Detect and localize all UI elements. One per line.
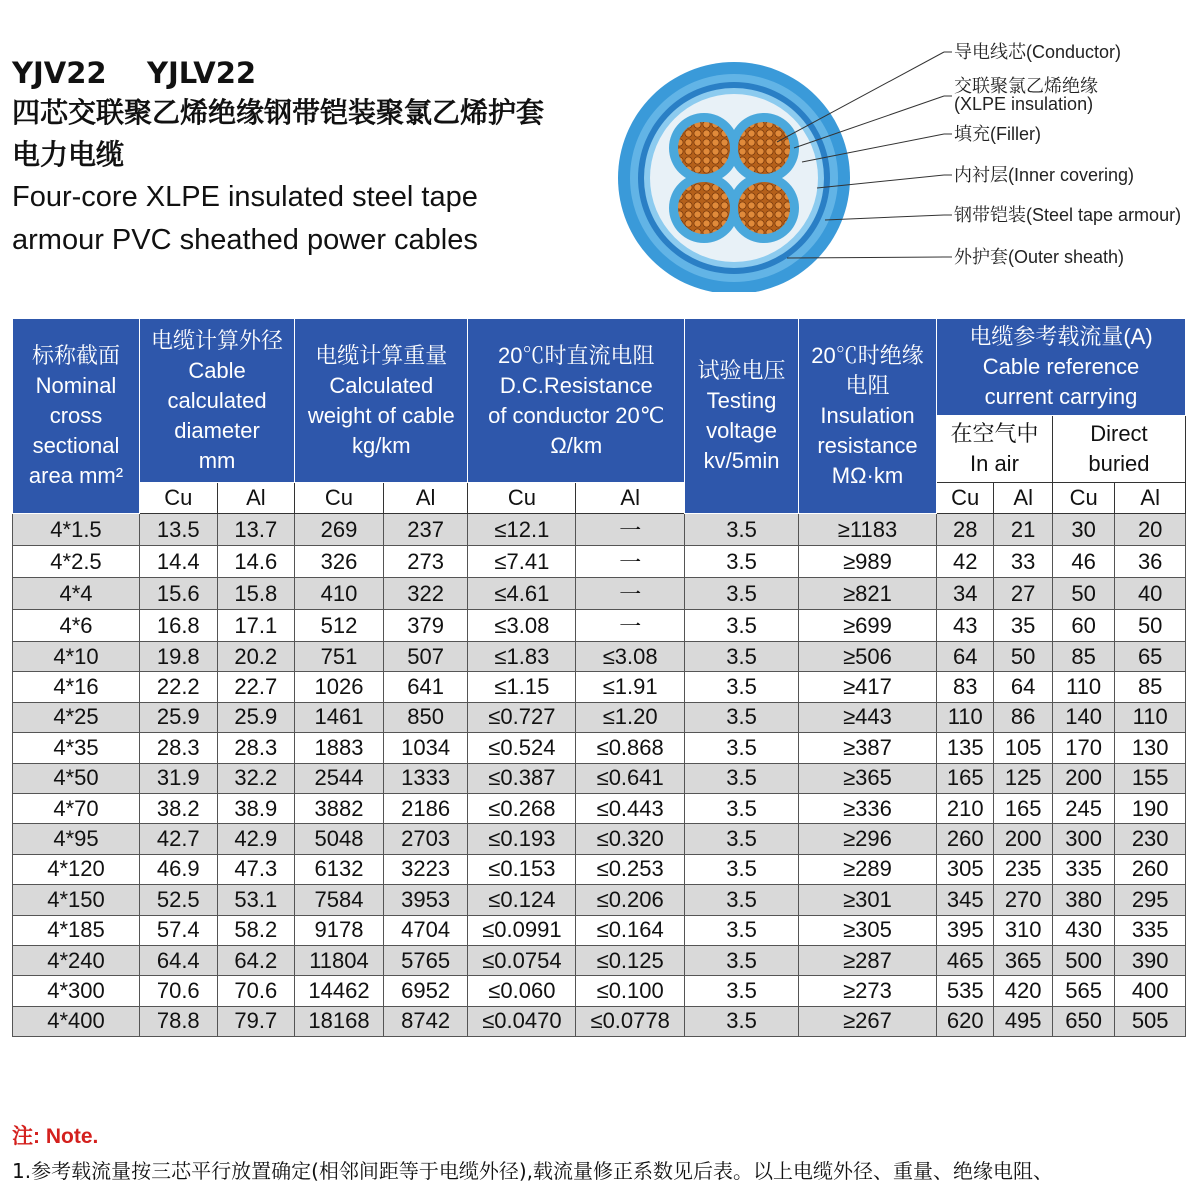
table-cell: 260 [1115, 854, 1186, 884]
table-cell: 7584 [295, 885, 384, 915]
table-cell: 47.3 [217, 854, 295, 884]
table-cell: 2703 [383, 824, 468, 854]
table-cell: 641 [383, 672, 468, 702]
header-direct-buried: Direct buried [1052, 416, 1185, 483]
table-cell: 35 [994, 610, 1052, 642]
table-row [13, 514, 1186, 546]
header-diameter: 电缆计算外径 Cable calculated diameter mm [139, 319, 294, 483]
table-cell: 25.9 [217, 702, 295, 732]
table-cell: 70.6 [217, 976, 295, 1006]
table-cell: 11804 [295, 945, 384, 975]
table-cell: 465 [937, 945, 994, 975]
title-block [12, 54, 632, 262]
table-cell: 500 [1052, 945, 1114, 975]
table-cell: ≤0.164 [576, 915, 685, 945]
table-cell: ≤1.15 [468, 672, 576, 702]
table-cell: 50 [1115, 610, 1186, 642]
table-cell: 64 [994, 672, 1052, 702]
table-cell: 9178 [295, 915, 384, 945]
table-cell: 390 [1115, 945, 1186, 975]
table-cell: 33 [994, 546, 1052, 578]
table-cell: 20 [1115, 514, 1186, 546]
table-cell: 15.8 [217, 578, 295, 610]
table-cell: 42.7 [139, 824, 217, 854]
header-al: Al [994, 483, 1052, 514]
table-cell: 46.9 [139, 854, 217, 884]
table-row [13, 793, 1186, 823]
table-cell: 3.5 [685, 1006, 799, 1036]
table-cell: 140 [1052, 702, 1114, 732]
table-cell: 53.1 [217, 885, 295, 915]
table-row [13, 578, 1186, 610]
table-cell: 40 [1115, 578, 1186, 610]
table-cell: 32.2 [217, 763, 295, 793]
table-cell: 3.5 [685, 976, 799, 1006]
header-cu: Cu [295, 483, 384, 514]
label-filler: 填充(Filler) [954, 124, 1041, 144]
table-cell: 79.7 [217, 1006, 295, 1036]
table-cell: 4*240 [13, 945, 140, 975]
table-cell: 4704 [383, 915, 468, 945]
table-cell: 270 [994, 885, 1052, 915]
table-cell: ≤0.124 [468, 885, 576, 915]
header-insulation-resistance: 20℃时绝缘 电阻 Insulation resistance MΩ·km [798, 319, 936, 514]
table-cell: 22.7 [217, 672, 295, 702]
table-cell: 535 [937, 976, 994, 1006]
table-cell: 6132 [295, 854, 384, 884]
table-row [13, 702, 1186, 732]
table-cell: ≥336 [798, 793, 936, 823]
table-cell: 326 [295, 546, 384, 578]
table-cell: 70.6 [139, 976, 217, 1006]
table-cell: ≤0.524 [468, 733, 576, 763]
table-cell: 64.2 [217, 945, 295, 975]
spec-table [12, 318, 1186, 1037]
table-cell: 4*25 [13, 702, 140, 732]
table-cell: 135 [937, 733, 994, 763]
table-cell: 一 [576, 578, 685, 610]
table-cell: 850 [383, 702, 468, 732]
table-cell: 125 [994, 763, 1052, 793]
table-cell: ≤0.868 [576, 733, 685, 763]
table-cell: ≥506 [798, 642, 936, 672]
table-cell: 3.5 [685, 854, 799, 884]
table-cell: 3.5 [685, 885, 799, 915]
table-row [13, 824, 1186, 854]
table-cell: 50 [994, 642, 1052, 672]
table-cell: ≤1.83 [468, 642, 576, 672]
header-current-carrying: 电缆参考载流量(A) Cable reference current carrying [937, 319, 1186, 416]
table-row [13, 1006, 1186, 1036]
table-cell: 64.4 [139, 945, 217, 975]
header-testing-voltage: 试验电压 Testing voltage kv/5min [685, 319, 799, 514]
table-cell: 110 [1052, 672, 1114, 702]
table-cell: 379 [383, 610, 468, 642]
table-cell: 85 [1052, 642, 1114, 672]
table-cell: ≤0.320 [576, 824, 685, 854]
table-row [13, 976, 1186, 1006]
cable-cross-section-diagram [612, 30, 1200, 292]
table-cell: ≥289 [798, 854, 936, 884]
table-cell: 85 [1115, 672, 1186, 702]
table-cell: 3.5 [685, 642, 799, 672]
table-row [13, 763, 1186, 793]
header-cu: Cu [468, 483, 576, 514]
table-cell: 16.8 [139, 610, 217, 642]
table-cell: ≤12.1 [468, 514, 576, 546]
table-cell: 4*10 [13, 642, 140, 672]
table-cell: ≤0.253 [576, 854, 685, 884]
table-cell: ≤0.125 [576, 945, 685, 975]
table-cell: 38.2 [139, 793, 217, 823]
table-cell: 200 [1052, 763, 1114, 793]
table-cell: 1333 [383, 763, 468, 793]
table-cell: 410 [295, 578, 384, 610]
table-cell: 4*150 [13, 885, 140, 915]
table-body [13, 514, 1186, 1037]
label-conductor: 导电线芯(Conductor) [954, 42, 1122, 62]
table-cell: ≤0.727 [468, 702, 576, 732]
table-cell: 3.5 [685, 546, 799, 578]
table-cell: 335 [1115, 915, 1186, 945]
table-cell: 4*1.5 [13, 514, 140, 546]
table-cell: 17.1 [217, 610, 295, 642]
table-cell: 620 [937, 1006, 994, 1036]
table-cell: 36 [1115, 546, 1186, 578]
table-row [13, 546, 1186, 578]
notes-section [12, 1120, 1192, 1188]
note-heading: 注: Note. [12, 1125, 99, 1148]
table-cell: 60 [1052, 610, 1114, 642]
table-cell: 110 [937, 702, 994, 732]
table-cell: 43 [937, 610, 994, 642]
table-cell: ≤0.0778 [576, 1006, 685, 1036]
table-cell: ≥296 [798, 824, 936, 854]
table-cell: 335 [1052, 854, 1114, 884]
table-cell: 19.8 [139, 642, 217, 672]
table-cell: 365 [994, 945, 1052, 975]
table-cell: 2544 [295, 763, 384, 793]
table-cell: ≤0.268 [468, 793, 576, 823]
table-cell: 42 [937, 546, 994, 578]
title-cn-line2: 电力电缆 [12, 138, 125, 171]
table-cell: 322 [383, 578, 468, 610]
header-nominal-area: 标称截面 Nominal cross sectional area mm² [13, 319, 140, 514]
table-cell: 260 [937, 824, 994, 854]
table-cell: 380 [1052, 885, 1114, 915]
table-cell: 430 [1052, 915, 1114, 945]
table-cell: 4*50 [13, 763, 140, 793]
table-cell: 269 [295, 514, 384, 546]
table-cell: ≤0.193 [468, 824, 576, 854]
table-cell: ≥287 [798, 945, 936, 975]
table-cell: 4*70 [13, 793, 140, 823]
label-steel-tape-armour: 钢带铠装(Steel tape armour) [954, 205, 1182, 225]
table-cell: 3223 [383, 854, 468, 884]
table-row [13, 945, 1186, 975]
table-cell: 13.7 [217, 514, 295, 546]
table-cell: ≤0.206 [576, 885, 685, 915]
title-cn-line1: 四芯交联聚乙烯绝缘钢带铠装聚氯乙烯护套 [12, 96, 545, 129]
table-cell: 190 [1115, 793, 1186, 823]
table-cell: 200 [994, 824, 1052, 854]
table-cell: 2186 [383, 793, 468, 823]
table-cell: ≤4.61 [468, 578, 576, 610]
table-cell: 3953 [383, 885, 468, 915]
table-cell: 3.5 [685, 915, 799, 945]
table-cell: 78.8 [139, 1006, 217, 1036]
table-cell: 3.5 [685, 702, 799, 732]
table-cell: 4*400 [13, 1006, 140, 1036]
table-cell: 46 [1052, 546, 1114, 578]
table-cell: 5765 [383, 945, 468, 975]
table-cell: 13.5 [139, 514, 217, 546]
table-cell: 245 [1052, 793, 1114, 823]
table-cell: 27 [994, 578, 1052, 610]
table-row [13, 915, 1186, 945]
label-xlpe-cn: 交联聚氯乙烯绝缘 [954, 76, 1098, 96]
table-cell: 3.5 [685, 945, 799, 975]
header-in-air: 在空气中 In air [937, 416, 1053, 483]
table-cell: 420 [994, 976, 1052, 1006]
table-cell: 237 [383, 514, 468, 546]
table-cell: ≥443 [798, 702, 936, 732]
table-cell: ≤0.387 [468, 763, 576, 793]
table-row [13, 672, 1186, 702]
table-cell: 3.5 [685, 514, 799, 546]
header-dc-resistance: 20℃时直流电阻 D.C.Resistance of conductor 20℃ Ω/km [468, 319, 685, 483]
label-inner-covering: 内衬层(Inner covering) [954, 165, 1135, 185]
table-cell: 130 [1115, 733, 1186, 763]
table-cell: 4*95 [13, 824, 140, 854]
header-cu: Cu [937, 483, 994, 514]
table-cell: 86 [994, 702, 1052, 732]
table-cell: 34 [937, 578, 994, 610]
table-cell: 38.9 [217, 793, 295, 823]
table-cell: ≤0.0754 [468, 945, 576, 975]
table-cell: 165 [994, 793, 1052, 823]
table-cell: 3882 [295, 793, 384, 823]
table-cell: ≤0.0470 [468, 1006, 576, 1036]
table-cell: 3.5 [685, 733, 799, 763]
table-cell: 4*2.5 [13, 546, 140, 578]
table-cell: 310 [994, 915, 1052, 945]
table-cell: 1883 [295, 733, 384, 763]
label-outer-sheath: 外护套(Outer sheath) [954, 247, 1125, 267]
table-cell: 3.5 [685, 793, 799, 823]
table-cell: 50 [1052, 578, 1114, 610]
table-cell: ≤1.91 [576, 672, 685, 702]
table-cell: 28 [937, 514, 994, 546]
table-cell: 64 [937, 642, 994, 672]
title-en-line1: Four-core XLPE insulated steel tape [12, 181, 478, 213]
table-row [13, 642, 1186, 672]
table-cell: 8742 [383, 1006, 468, 1036]
table-cell: 105 [994, 733, 1052, 763]
table-cell: ≤0.153 [468, 854, 576, 884]
table-cell: 4*120 [13, 854, 140, 884]
table-cell: 505 [1115, 1006, 1186, 1036]
table-cell: 4*6 [13, 610, 140, 642]
table-cell: 42.9 [217, 824, 295, 854]
table-cell: 25.9 [139, 702, 217, 732]
table-cell: 4*4 [13, 578, 140, 610]
table-cell: 6952 [383, 976, 468, 1006]
header-cu: Cu [139, 483, 217, 514]
table-cell: 110 [1115, 702, 1186, 732]
table-cell: 52.5 [139, 885, 217, 915]
table-cell: ≤3.08 [468, 610, 576, 642]
model-codes: YJV22 YJLV22 [12, 56, 257, 90]
table-cell: 20.2 [217, 642, 295, 672]
table-cell: ≥821 [798, 578, 936, 610]
table-cell: 14.4 [139, 546, 217, 578]
table-cell: ≤0.443 [576, 793, 685, 823]
table-cell: ≥417 [798, 672, 936, 702]
table-cell: 28.3 [217, 733, 295, 763]
table-cell: 235 [994, 854, 1052, 884]
table-cell: ≤1.20 [576, 702, 685, 732]
table-cell: 3.5 [685, 824, 799, 854]
table-cell: 230 [1115, 824, 1186, 854]
table-cell: 14.6 [217, 546, 295, 578]
table-cell: 3.5 [685, 672, 799, 702]
table-cell: 28.3 [139, 733, 217, 763]
header-weight: 电缆计算重量 Calculated weight of cable kg/km [295, 319, 468, 483]
table-cell: ≥267 [798, 1006, 936, 1036]
header-al: Al [1115, 483, 1186, 514]
table-row [13, 885, 1186, 915]
table-cell: 650 [1052, 1006, 1114, 1036]
table-cell: ≥273 [798, 976, 936, 1006]
table-cell: ≤7.41 [468, 546, 576, 578]
table-cell: ≤0.641 [576, 763, 685, 793]
title-en-line2: armour PVC sheathed power cables [12, 224, 478, 256]
table-cell: 18168 [295, 1006, 384, 1036]
table-cell: ≥387 [798, 733, 936, 763]
table-cell: 65 [1115, 642, 1186, 672]
table-cell: 507 [383, 642, 468, 672]
table-cell: 495 [994, 1006, 1052, 1036]
table-cell: 一 [576, 546, 685, 578]
table-cell: 395 [937, 915, 994, 945]
table-cell: 83 [937, 672, 994, 702]
table-cell: 3.5 [685, 578, 799, 610]
table-cell: 565 [1052, 976, 1114, 1006]
table-cell: 295 [1115, 885, 1186, 915]
note-line-1: 1.参考载流量按三芯平行放置确定(相邻间距等于电缆外径),载流量修正系数见后表。以上电缆外径、重量、绝缘电阻、 [12, 1159, 1054, 1183]
table-cell: 14462 [295, 976, 384, 1006]
table-cell: 57.4 [139, 915, 217, 945]
header-al: Al [383, 483, 468, 514]
table-cell: 22.2 [139, 672, 217, 702]
table-cell: 4*185 [13, 915, 140, 945]
table-cell: ≤0.0991 [468, 915, 576, 945]
table-cell: 512 [295, 610, 384, 642]
table-cell: 1461 [295, 702, 384, 732]
table-cell: 一 [576, 610, 685, 642]
table-cell: 300 [1052, 824, 1114, 854]
table-cell: 4*300 [13, 976, 140, 1006]
table-cell: 58.2 [217, 915, 295, 945]
table-cell: 15.6 [139, 578, 217, 610]
table-cell: ≥365 [798, 763, 936, 793]
table-row [13, 733, 1186, 763]
table-cell: 345 [937, 885, 994, 915]
header-cu: Cu [1052, 483, 1114, 514]
table-cell: 751 [295, 642, 384, 672]
table-cell: ≥699 [798, 610, 936, 642]
table-cell: 一 [576, 514, 685, 546]
table-cell: 305 [937, 854, 994, 884]
table-cell: 170 [1052, 733, 1114, 763]
table-cell: 273 [383, 546, 468, 578]
table-cell: ≥305 [798, 915, 936, 945]
label-xlpe-en: (XLPE insulation) [954, 94, 1094, 114]
table-cell: 210 [937, 793, 994, 823]
table-cell: 400 [1115, 976, 1186, 1006]
table-cell: 1026 [295, 672, 384, 702]
table-cell: 4*16 [13, 672, 140, 702]
header-al: Al [576, 483, 685, 514]
table-cell: 21 [994, 514, 1052, 546]
table-cell: 3.5 [685, 763, 799, 793]
table-cell: ≤0.100 [576, 976, 685, 1006]
table-cell: ≥1183 [798, 514, 936, 546]
header-al: Al [217, 483, 295, 514]
table-cell: 3.5 [685, 610, 799, 642]
table-row [13, 610, 1186, 642]
table-cell: ≤0.060 [468, 976, 576, 1006]
table-cell: ≥989 [798, 546, 936, 578]
table-cell: 4*35 [13, 733, 140, 763]
table-cell: 31.9 [139, 763, 217, 793]
table-cell: 5048 [295, 824, 384, 854]
table-cell: 165 [937, 763, 994, 793]
table-cell: 30 [1052, 514, 1114, 546]
table-cell: ≥301 [798, 885, 936, 915]
table-cell: 1034 [383, 733, 468, 763]
table-cell: ≤3.08 [576, 642, 685, 672]
table-cell: 155 [1115, 763, 1186, 793]
table-row [13, 854, 1186, 884]
